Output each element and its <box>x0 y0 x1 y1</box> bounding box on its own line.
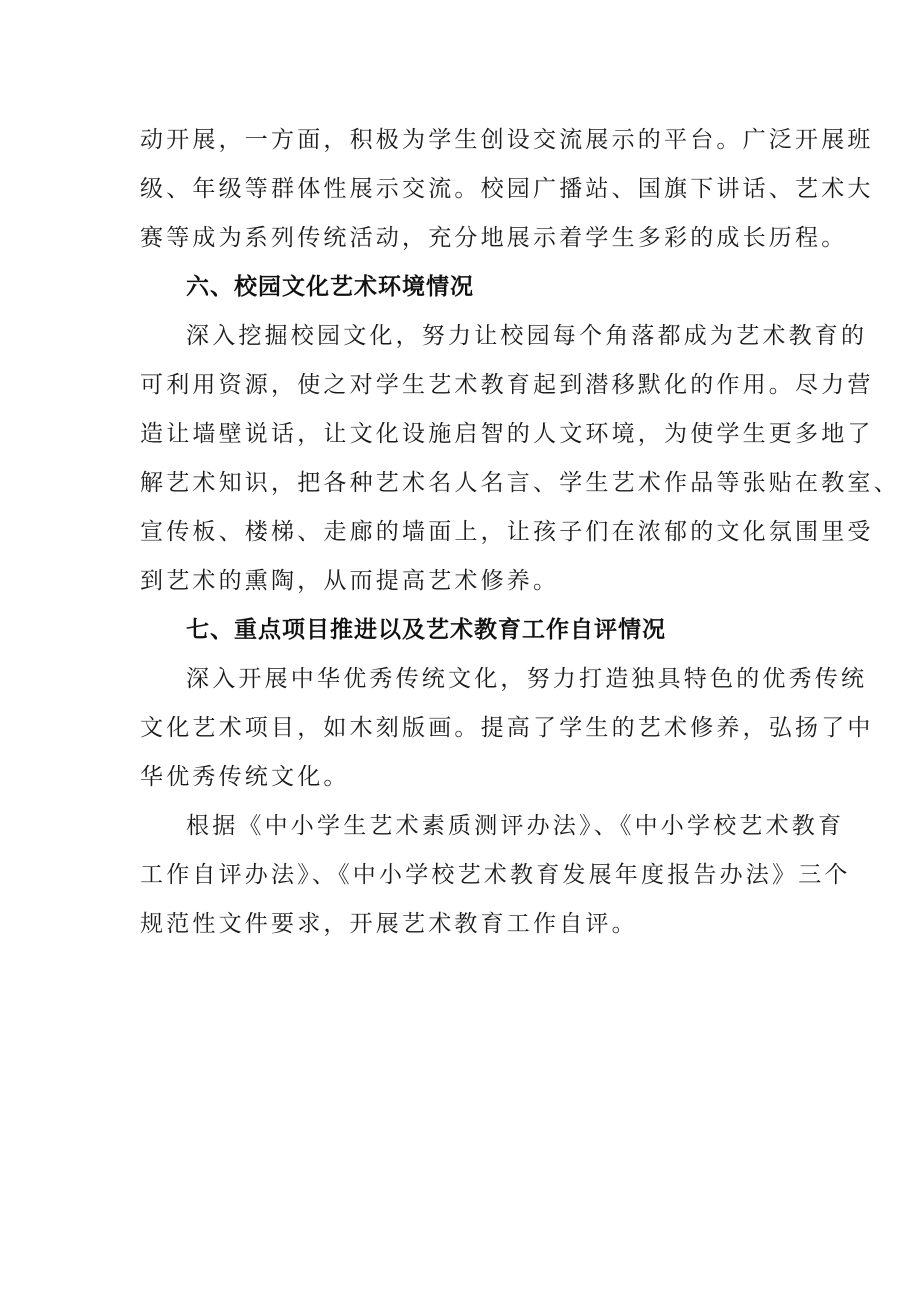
text-line: 工作自评办法》、《中小学校艺术教育发展年度报告办法》三个 <box>140 862 851 888</box>
section-7-paragraph-a <box>140 655 874 802</box>
text-line: 赛等成为系列传统活动，充分地展示着学生多彩的成长历程。 <box>140 225 848 251</box>
section-7-heading: 七、重点项目推进以及艺术教育工作自评情况 <box>186 617 666 643</box>
text-line: 华优秀传统文化。 <box>140 764 350 790</box>
text-line: 动开展，一方面，积极为学生创设交流展示的平台。广泛开展班 <box>140 127 874 153</box>
text-line: 到艺术的熏陶，从而提高艺术修养。 <box>140 568 560 594</box>
text-line: 规范性文件要求，开展艺术教育工作自评。 <box>140 911 638 937</box>
text-line: 深入挖掘校园文化，努力让校园每个角落都成为艺术教育的 <box>186 323 868 349</box>
text-line: 根据《中小学生艺术素质测评办法》、《中小学校艺术教育 <box>186 813 845 839</box>
text-line: 可利用资源，使之对学生艺术教育起到潜移默化的作用。尽力营 <box>140 372 874 398</box>
text-line: 级、年级等群体性展示交流。校园广播站、国旗下讲话、艺术大 <box>140 176 874 202</box>
text-line: 文化艺术项目，如木刻版画。提高了学生的艺术修养，弘扬了中 <box>140 715 874 741</box>
text-line: 深入开展中华优秀传统文化，努力打造独具特色的优秀传统 <box>186 666 868 692</box>
section-7-paragraph-b <box>140 802 851 949</box>
text-line: 宣传板、楼梯、走廊的墙面上，让孩子们在浓郁的文化氛围里受 <box>140 519 874 545</box>
text-line: 解艺术知识，把各种艺术名人名言、学生艺术作品等张贴在教室、 <box>140 470 900 496</box>
section-6-paragraph <box>140 312 900 606</box>
section-6-heading: 六、校园文化艺术环境情况 <box>186 274 474 300</box>
text-line: 造让墙壁说话，让文化设施启智的人文环境，为使学生更多地了 <box>140 421 874 447</box>
document-body <box>140 116 900 949</box>
paragraph-continuation <box>140 116 874 263</box>
